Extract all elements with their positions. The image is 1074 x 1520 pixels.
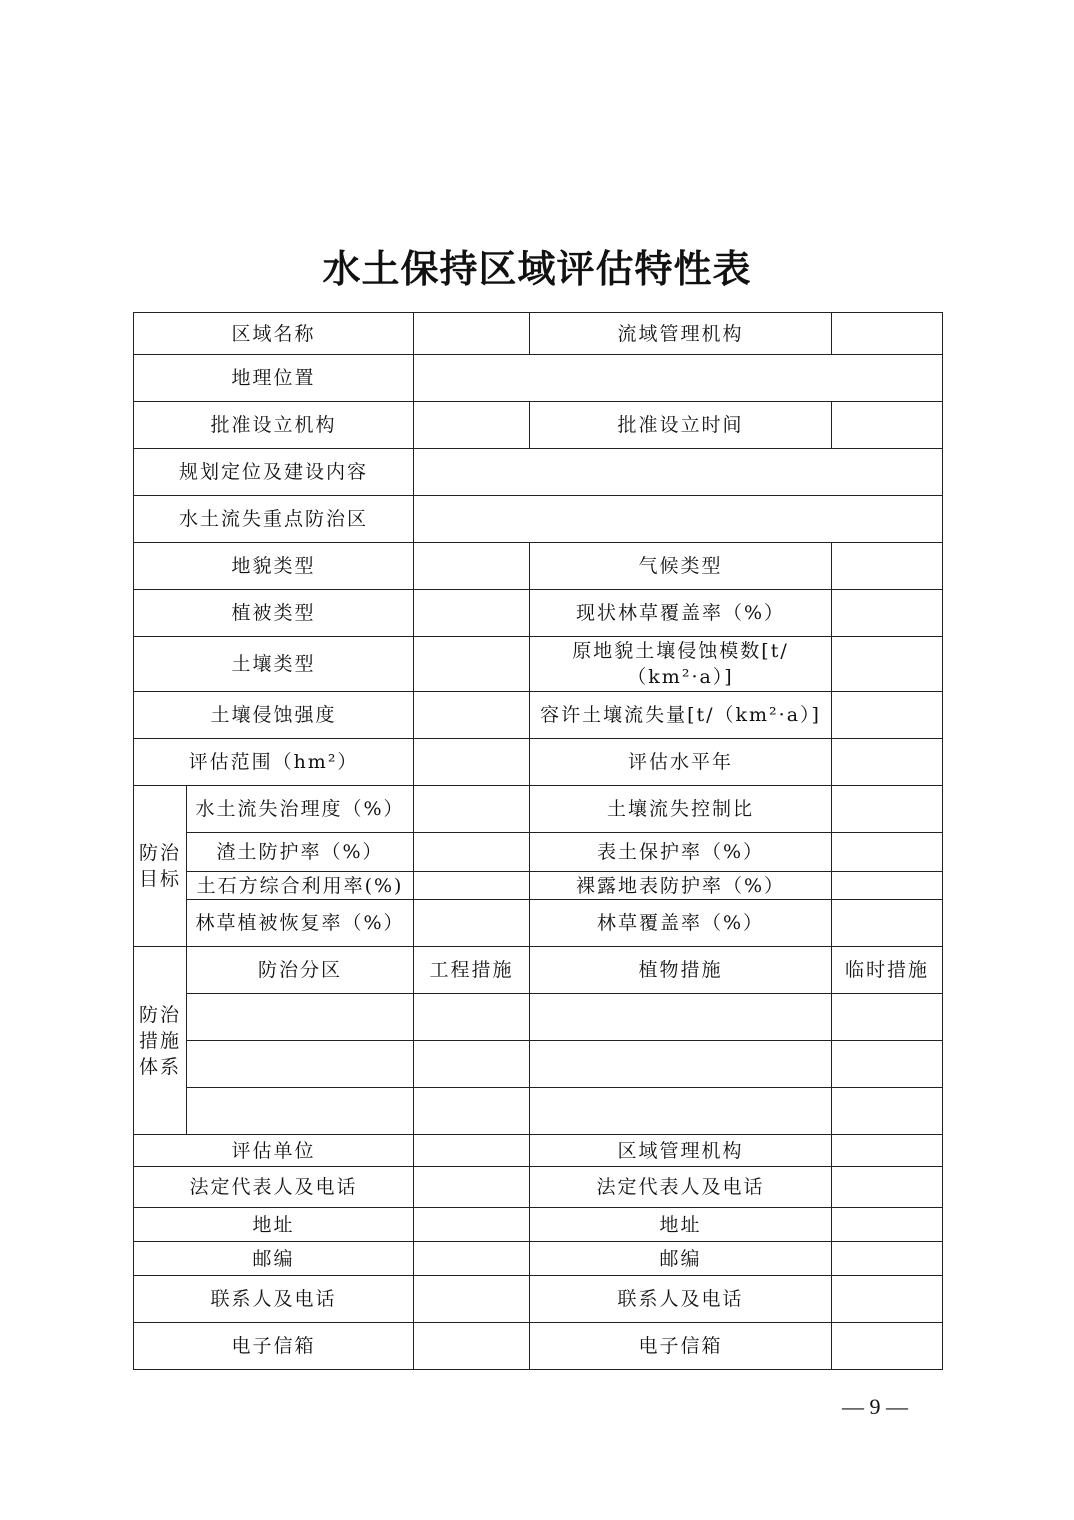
eval-year-value[interactable] (832, 739, 943, 786)
table-row (134, 692, 943, 739)
measures-zone-cell[interactable] (187, 1041, 414, 1088)
target-earthwork-reuse-value[interactable] (414, 872, 530, 900)
approval-org-label: 批准设立机构 (134, 402, 414, 449)
table-row (134, 1208, 943, 1242)
soil-type-label: 土壤类型 (134, 637, 414, 692)
target-spoil-protection-value[interactable] (414, 833, 530, 872)
postcode-left-label: 邮编 (134, 1242, 414, 1276)
table-row (134, 313, 943, 355)
eval-range-label: 评估范围（hm²） (134, 739, 414, 786)
evaluation-form-table (133, 312, 943, 1370)
measures-engineering-cell[interactable] (414, 1088, 530, 1135)
eval-range-value[interactable] (414, 739, 530, 786)
allowable-loss-label: 容许土壤流失量[t/（km²·a）] (530, 692, 832, 739)
eval-unit-value[interactable] (414, 1135, 530, 1167)
table-row (134, 1276, 943, 1323)
table-row (134, 637, 943, 692)
target-loss-control-value[interactable] (832, 786, 943, 833)
table-row (134, 1135, 943, 1167)
target-treatment-degree-value[interactable] (414, 786, 530, 833)
orig-erosion-label (530, 637, 832, 692)
measures-side-label-line1: 防治 (138, 1003, 181, 1026)
table-row (134, 1088, 943, 1135)
measures-zone-cell[interactable] (187, 994, 414, 1041)
measures-temporary-cell[interactable] (832, 994, 943, 1041)
target-forest-cover-label: 林草覆盖率（%） (530, 900, 832, 947)
page-number: — 9 — (842, 1394, 908, 1419)
measures-header-zone: 防治分区 (187, 947, 414, 994)
table-row (134, 739, 943, 786)
measures-engineering-cell[interactable] (414, 994, 530, 1041)
vegetation-value[interactable] (414, 590, 530, 637)
postcode-right-value[interactable] (832, 1242, 943, 1276)
vegetation-label: 植被类型 (134, 590, 414, 637)
measures-header-plant: 植物措施 (530, 947, 832, 994)
table-row (134, 994, 943, 1041)
table-row (134, 1041, 943, 1088)
region-mgmt-value[interactable] (832, 1135, 943, 1167)
legal-rep-left-value[interactable] (414, 1167, 530, 1208)
table-row (134, 449, 943, 496)
erosion-intensity-label: 土壤侵蚀强度 (134, 692, 414, 739)
measures-header-engineering: 工程措施 (414, 947, 530, 994)
form-title: 水土保持区域评估特性表 (322, 247, 752, 291)
basin-mgmt-label: 流域管理机构 (530, 313, 832, 355)
measures-side-label (134, 947, 187, 1135)
region-name-value[interactable] (414, 313, 530, 355)
geo-location-value[interactable] (414, 355, 943, 402)
postcode-right-label: 邮编 (530, 1242, 832, 1276)
measures-side-label-line3: 体系 (138, 1055, 181, 1078)
address-left-value[interactable] (414, 1208, 530, 1242)
orig-erosion-label-line1: 原地貌土壤侵蚀模数[t/ (572, 640, 789, 662)
allowable-loss-value[interactable] (832, 692, 943, 739)
region-mgmt-label: 区域管理机构 (530, 1135, 832, 1167)
target-vegetation-recovery-label: 林草植被恢复率（%） (187, 900, 414, 947)
table-row (134, 355, 943, 402)
target-bare-surface-label: 裸露地表防护率（%） (530, 872, 832, 900)
target-treatment-degree-label: 水土流失治理度（%） (187, 786, 414, 833)
soil-type-value[interactable] (414, 637, 530, 692)
target-earthwork-reuse-label: 土石方综合利用率(%) (187, 872, 414, 900)
key-zone-value[interactable] (414, 496, 943, 543)
measures-plant-cell[interactable] (530, 1088, 832, 1135)
measures-side-label-line2: 措施 (138, 1029, 181, 1052)
targets-side-label (134, 786, 187, 947)
table-row (134, 872, 943, 900)
contact-right-label: 联系人及电话 (530, 1276, 832, 1323)
address-left-label: 地址 (134, 1208, 414, 1242)
table-row (134, 1323, 943, 1370)
climate-label: 气候类型 (530, 543, 832, 590)
approval-time-label: 批准设立时间 (530, 402, 832, 449)
email-right-value[interactable] (832, 1323, 943, 1370)
contact-right-value[interactable] (832, 1276, 943, 1323)
target-forest-cover-value[interactable] (832, 900, 943, 947)
key-zone-label: 水土流失重点防治区 (134, 496, 414, 543)
contact-left-label: 联系人及电话 (134, 1276, 414, 1323)
table-row (134, 1167, 943, 1208)
eval-year-label: 评估水平年 (530, 739, 832, 786)
orig-erosion-label-line2: （km²·a）] (627, 666, 734, 688)
target-loss-control-label: 土壤流失控制比 (530, 786, 832, 833)
climate-value[interactable] (832, 543, 943, 590)
measures-zone-cell[interactable] (187, 1088, 414, 1135)
table-row (134, 833, 943, 872)
legal-rep-left-label: 法定代表人及电话 (134, 1167, 414, 1208)
address-right-value[interactable] (832, 1208, 943, 1242)
table-row (134, 402, 943, 449)
approval-org-value[interactable] (414, 402, 530, 449)
measures-engineering-cell[interactable] (414, 1041, 530, 1088)
landform-value[interactable] (414, 543, 530, 590)
measures-temporary-cell[interactable] (832, 1088, 943, 1135)
measures-header-temporary: 临时措施 (832, 947, 943, 994)
orig-erosion-value[interactable] (832, 637, 943, 692)
legal-rep-right-value[interactable] (832, 1167, 943, 1208)
eval-unit-label: 评估单位 (134, 1135, 414, 1167)
target-bare-surface-value[interactable] (832, 872, 943, 900)
table-row (134, 590, 943, 637)
measures-temporary-cell[interactable] (832, 1041, 943, 1088)
email-left-label: 电子信箱 (134, 1323, 414, 1370)
geo-location-label: 地理位置 (134, 355, 414, 402)
targets-side-label-line1: 防治 (138, 842, 181, 864)
erosion-intensity-value[interactable] (414, 692, 530, 739)
email-left-value[interactable] (414, 1323, 530, 1370)
basin-mgmt-value[interactable] (832, 313, 943, 355)
table-row (134, 1242, 943, 1276)
contact-left-value[interactable] (414, 1276, 530, 1323)
measures-plant-cell[interactable] (530, 1041, 832, 1088)
address-right-label: 地址 (530, 1208, 832, 1242)
table-row (134, 947, 943, 994)
planning-value[interactable] (414, 449, 943, 496)
target-topsoil-protection-label: 表土保护率（%） (530, 833, 832, 872)
email-right-label: 电子信箱 (530, 1323, 832, 1370)
table-row (134, 900, 943, 947)
table-row (134, 543, 943, 590)
target-spoil-protection-label: 渣土防护率（%） (187, 833, 414, 872)
landform-label: 地貌类型 (134, 543, 414, 590)
forest-cover-now-value[interactable] (832, 590, 943, 637)
targets-side-label-line2: 目标 (138, 868, 181, 890)
postcode-left-value[interactable] (414, 1242, 530, 1276)
approval-time-value[interactable] (832, 402, 943, 449)
planning-label: 规划定位及建设内容 (134, 449, 414, 496)
measures-plant-cell[interactable] (530, 994, 832, 1041)
table-row (134, 786, 943, 833)
legal-rep-right-label: 法定代表人及电话 (530, 1167, 832, 1208)
forest-cover-now-label: 现状林草覆盖率（%） (530, 590, 832, 637)
target-topsoil-protection-value[interactable] (832, 833, 943, 872)
region-name-label: 区域名称 (134, 313, 414, 355)
table-row (134, 496, 943, 543)
target-vegetation-recovery-value[interactable] (414, 900, 530, 947)
